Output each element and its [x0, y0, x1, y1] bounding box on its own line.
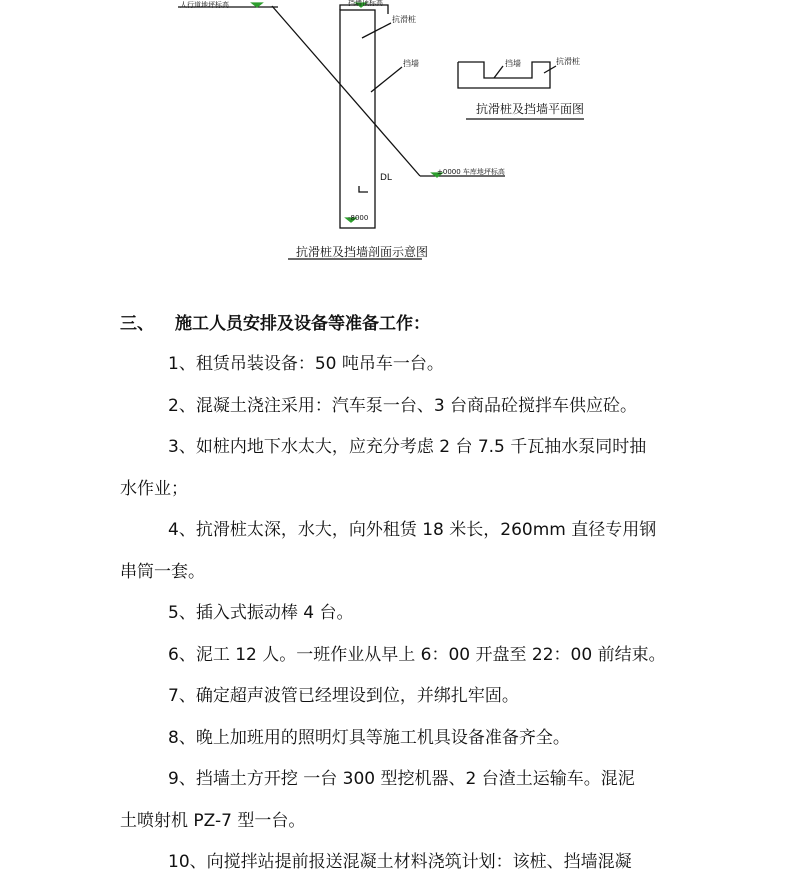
diagonal-leader	[272, 6, 420, 176]
plan-label-wall: 挡墙	[505, 59, 521, 68]
paragraph-line: 9、挡墙土方开挖 一台 300 型挖机器、2 台渣土运输车。混泥	[168, 769, 635, 789]
paragraph-line: 7、确定超声波管已经埋设到位，并绑扎牢固。	[168, 686, 519, 706]
label-wall: 挡墙	[403, 59, 419, 68]
paragraph-line: 1、租赁吊装设备：50 吨吊车一台。	[168, 354, 444, 374]
paragraph-line: 8、晚上加班用的照明灯具等施工机具设备准备齐全。	[168, 728, 570, 748]
section-view	[178, 3, 505, 259]
label-right-ground: ±0000 车库地坪标高	[437, 168, 505, 176]
paragraph-line: 6、泥工 12 人。一班作业从早上 6：00 开盘至 22：00 前结束。	[168, 645, 666, 665]
dl-bracket	[359, 186, 368, 192]
paragraph-line: 4、抗滑桩太深，水大，向外租赁 18 米长，260mm 直径专用钢	[168, 520, 657, 540]
cad-drawing	[0, 0, 794, 290]
paragraph-line: 水作业；	[120, 479, 188, 499]
pile-leader	[362, 23, 391, 38]
plan-wall-leader	[494, 66, 503, 78]
paragraph-line: 10、向搅拌站提前报送混凝土材料浇筑计划：该桩、挡墙混凝	[168, 852, 632, 872]
plan-label-pile: 抗滑桩	[556, 57, 580, 66]
label-dl: DL	[380, 173, 392, 183]
label-pile: 抗滑桩	[392, 15, 416, 24]
paragraph-line: 2、混凝土浇注采用：汽车泵一台、3 台商品砼搅拌车供应砼。	[168, 396, 638, 416]
section-title: 施工人员安排及设备等准备工作：	[175, 314, 430, 334]
paragraph-line: 土喷射机 PZ-7 型一台。	[120, 811, 306, 831]
section-number: 三、	[120, 314, 154, 334]
paragraph-line: 3、如桩内地下水太大，应充分考虑 2 台 7.5 千瓦抽水泵同时抽	[168, 437, 647, 457]
section-caption: 抗滑桩及挡墙剖面示意图	[296, 245, 429, 259]
label-depth: -8000	[348, 214, 369, 222]
paragraph-line: 5、插入式振动棒 4 台。	[168, 603, 354, 623]
label-left-ground: 人行道地坪标高	[180, 1, 229, 9]
plan-caption: 抗滑桩及挡墙平面图	[476, 102, 585, 116]
paragraph-line: 串筒一套。	[120, 562, 205, 582]
plan-outline	[458, 62, 550, 88]
section-heading	[120, 309, 430, 334]
label-top: 挡墙顶标高	[348, 0, 383, 7]
